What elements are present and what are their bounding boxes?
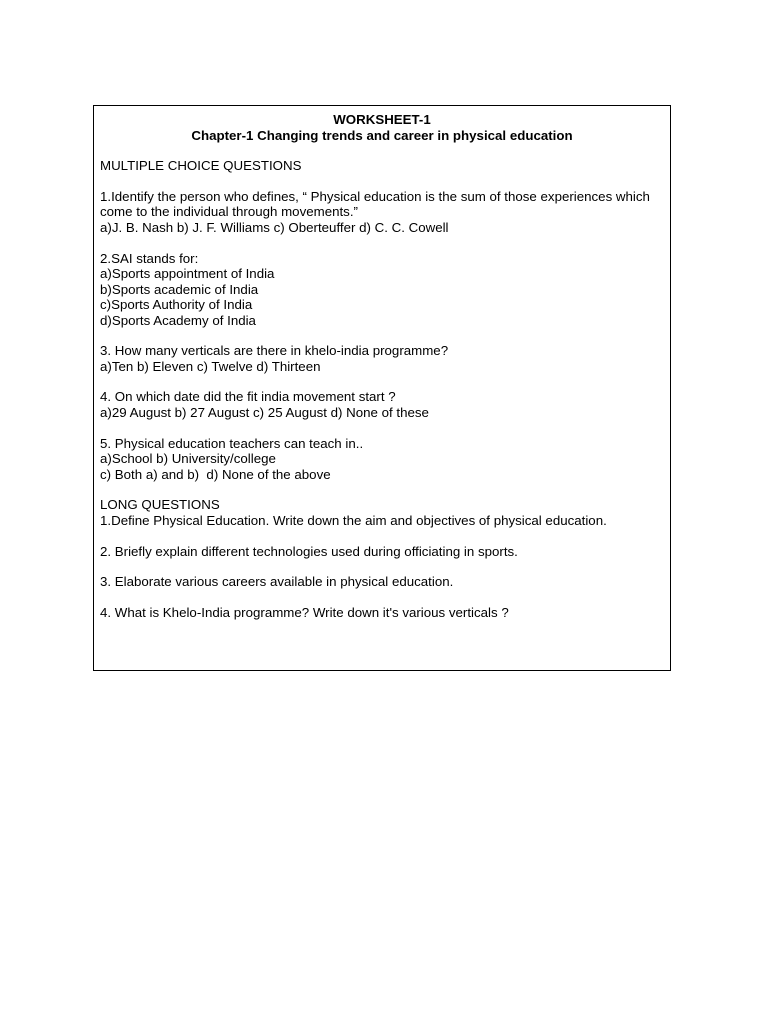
spacer (100, 235, 664, 250)
spacer (100, 559, 664, 574)
long-question: 4. What is Khelo-India programme? Write down it's various verticals ? (100, 604, 509, 620)
mcq-question: 5. Physical education teachers can teach in.. (100, 435, 364, 451)
spacer (100, 328, 664, 343)
mcq-question-block (100, 436, 664, 483)
mcq-question-block (100, 189, 664, 236)
mcq-question: 3. How many verticals are there in khelo-india programme? (100, 343, 449, 359)
mcq-option: b)Sports academic of India (100, 281, 259, 297)
long-question: 1.Define Physical Education. Write down the aim and objectives of physical education. (100, 512, 607, 528)
mcq-option: a)School b) University/college (100, 451, 276, 467)
mcq-question: 4. On which date did the fit india movement start ? (100, 389, 396, 405)
mcq-question: 1.Identify the person who defines, “ Physical education is the sum of those experiences which come to the individual through movements.” (100, 188, 654, 220)
spacer (100, 143, 664, 158)
mcq-options: a)Ten b) Eleven c) Twelve d) Thirteen (100, 358, 321, 374)
chapter-title: Chapter-1 Changing trends and career in physical education (191, 127, 573, 143)
long-questions-heading: LONG QUESTIONS (100, 497, 220, 513)
worksheet-title: WORKSHEET-1 (333, 112, 431, 127)
mcq-question-block (100, 389, 664, 420)
long-question: 2. Briefly explain different technologies used during officiating in sports. (100, 543, 518, 559)
spacer (100, 590, 664, 605)
mcq-option: c) Both a) and b) d) None of the above (100, 466, 331, 482)
mcq-question-block (100, 251, 664, 329)
spacer (100, 528, 664, 543)
spacer (100, 482, 664, 497)
spacer (100, 374, 664, 389)
mcq-option: a)Sports appointment of India (100, 266, 275, 282)
mcq-options: a)J. B. Nash b) J. F. Williams c) Oberteuffer d) C. C. Cowell (100, 219, 449, 235)
long-question: 3. Elaborate various careers available in physical education. (100, 574, 454, 590)
mcq-heading: MULTIPLE CHOICE QUESTIONS (100, 158, 302, 174)
worksheet-box (93, 105, 671, 671)
mcq-option: c)Sports Authority of India (100, 297, 253, 313)
spacer (100, 174, 664, 189)
mcq-option: d)Sports Academy of India (100, 312, 256, 328)
mcq-options: a)29 August b) 27 August c) 25 August d) None of these (100, 404, 429, 420)
mcq-question-block (100, 343, 664, 374)
mcq-question: 2.SAI stands for: (100, 250, 199, 266)
spacer (100, 420, 664, 435)
